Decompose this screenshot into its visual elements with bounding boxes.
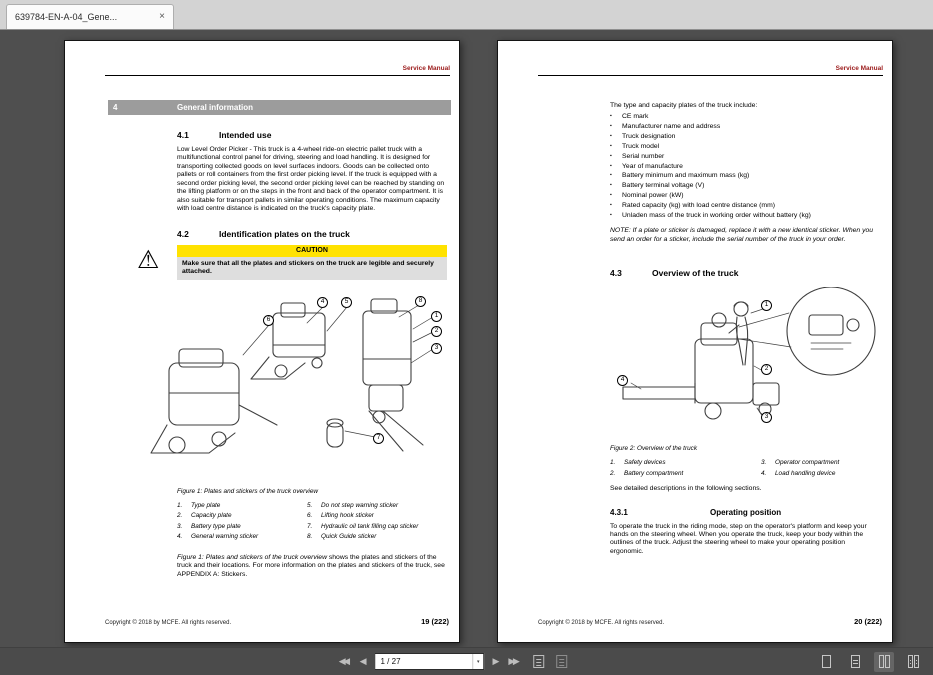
figure-callout: 4 <box>317 297 328 308</box>
heading-number: 4.1 <box>177 130 189 140</box>
bottom-toolbar <box>0 647 933 675</box>
legend-item: 8. Quick Guide sticker <box>307 533 377 541</box>
bullet-item: ▪ Manufacturer name and address <box>610 123 721 131</box>
bullet-item: ▪ Battery terminal voltage (V) <box>610 182 705 190</box>
figure1-caption: Figure 1: Plates and stickers of the truck overview <box>177 487 319 495</box>
bullet-icon: ▪ <box>610 133 612 140</box>
dropdown-caret-icon[interactable]: ▾ <box>472 654 484 669</box>
header-rule <box>105 75 450 76</box>
heading-4-3 <box>610 268 880 279</box>
heading-title: Operating position <box>710 507 782 517</box>
page-left-content <box>137 130 447 579</box>
bullet-item: ▪ Serial number <box>610 152 665 160</box>
page-number: 19 (222) <box>421 617 449 626</box>
legend-item: 1. Type plate <box>177 501 221 509</box>
figure2-drawing <box>613 287 889 442</box>
heading-number: 4.2 <box>177 228 189 239</box>
page-header: Service Manual <box>835 65 883 72</box>
legend-item: 4. Load handling device <box>761 469 836 477</box>
bullet-icon: ▪ <box>610 201 612 208</box>
single-page-view-icon[interactable] <box>816 652 836 672</box>
copyright-text: Copyright © 2018 by MCFE. All rights reserved. <box>538 620 665 626</box>
page-number: 20 (222) <box>854 617 882 626</box>
next-page-button[interactable]: ▶ <box>492 656 500 666</box>
bullet-item: ▪ Nominal power (kW) <box>610 191 684 199</box>
figure-callout: 2 <box>431 326 442 337</box>
legend-item: 7. Hydraulic oil tank filling cap sticker <box>307 522 419 530</box>
figure-callout: 2 <box>761 364 772 375</box>
section-number: 4 <box>113 103 118 112</box>
caution-title: CAUTION <box>177 245 447 257</box>
figure-callout: 3 <box>431 343 442 354</box>
continuous-facing-view-icon[interactable] <box>903 652 923 672</box>
page-left <box>64 40 460 643</box>
facing-pages-view-icon[interactable] <box>874 652 894 672</box>
tab-title: 639784-EN-A-04_Gene... <box>15 12 118 22</box>
figure2-legend <box>610 459 880 480</box>
bullet-icon: ▪ <box>610 123 612 130</box>
figure-callout: 6 <box>263 315 274 326</box>
figure-callout: 3 <box>761 412 772 423</box>
header-rule <box>538 75 883 76</box>
bullet-item: ▪ Truck model <box>610 142 660 150</box>
bullet-icon: ▪ <box>610 142 612 149</box>
warning-triangle-icon: ⚠ <box>137 246 160 275</box>
tab-bar <box>0 0 933 30</box>
legend-item: 3. Battery type plate <box>177 522 241 530</box>
document-tab[interactable] <box>6 4 174 29</box>
figure-reference-italic: Figure 1: Plates and stickers of the truck overview <box>177 553 327 561</box>
bullet-item: ▪ Battery minimum and maximum mass (kg) <box>610 172 750 180</box>
figure-reference-paragraph: Figure 1: Plates and stickers of the truck overview shows the plates and stickers of the truck and their locations. For more information on the plates and stickers of the truck, see APPENDIX A: Stickers. <box>177 553 445 578</box>
figure2-caption: Figure 2: Overview of the truck <box>610 445 698 453</box>
page-header: Service Manual <box>402 65 450 72</box>
previous-view-icon[interactable] <box>533 655 544 668</box>
document-viewer <box>0 30 933 647</box>
page-right <box>497 40 893 643</box>
figure-callout: 8 <box>415 296 426 307</box>
figure2 <box>613 287 889 442</box>
first-page-button[interactable]: ◀◀ <box>338 656 348 666</box>
heading-title: Intended use <box>219 130 272 140</box>
figure-callout: 4 <box>617 375 628 386</box>
section-heading-bar <box>108 100 451 115</box>
legend-item: 5. Do not step warning sticker <box>307 501 399 509</box>
operating-position-paragraph: To operate the truck in the riding mode, step on the operator's platform and keep your hands on the steering wheel. When you operate the truck, keep your body within the outlines of the truck. Adjust the steering wheel to make your operating position ergonomic. <box>610 522 867 555</box>
bullet-item: ▪ CE mark <box>610 113 649 121</box>
bullet-item: ▪ Year of manufacture <box>610 162 683 170</box>
legend-item: 2. Battery compartment <box>610 469 684 477</box>
last-page-button[interactable]: ▶▶ <box>508 656 518 666</box>
heading-4-1 <box>177 130 447 141</box>
note-paragraph: NOTE: If a plate or sticker is damaged, replace it with a new identical sticker. When you send an order for a sticker, include the serial number of the truck in your order. <box>610 227 874 243</box>
legend-item: 3. Operator compartment <box>761 459 840 467</box>
page-number-value: 1 / 27 <box>380 657 401 666</box>
heading-number: 4.3 <box>610 268 622 279</box>
section-title: General information <box>177 103 254 112</box>
figure1-drawing <box>131 285 455 482</box>
see-sections-text: See detailed descriptions in the following sections. <box>610 485 762 493</box>
bullet-icon: ▪ <box>610 191 612 198</box>
caution-block <box>137 245 447 280</box>
heading-4-3-1 <box>610 508 880 518</box>
plates-bullet-list <box>610 113 880 219</box>
heading-4-2 <box>177 229 447 240</box>
page-right-content <box>610 102 880 556</box>
heading-title: Overview of the truck <box>652 268 739 279</box>
figure-callout: 1 <box>431 311 442 322</box>
continuous-view-icon[interactable] <box>845 652 865 672</box>
legend-item: 1. Safety devices <box>610 459 666 467</box>
page-footer <box>538 617 882 626</box>
figure1-legend <box>177 502 447 544</box>
bullet-item: ▪ Unladen mass of the truck in working order without battery (kg) <box>610 211 811 219</box>
page-number-input[interactable] <box>375 653 485 670</box>
page-footer <box>105 617 449 626</box>
caution-text: Make sure that all the plates and stickers on the truck are legible and securely attached. <box>177 257 447 280</box>
heading-number: 4.3.1 <box>610 507 628 517</box>
bullet-icon: ▪ <box>610 172 612 179</box>
plates-intro: The type and capacity plates of the truck include: <box>610 102 758 109</box>
figure-callout: 1 <box>761 300 772 311</box>
previous-page-button[interactable]: ◀ <box>359 656 367 666</box>
bullet-icon: ▪ <box>610 113 612 120</box>
figure1 <box>131 285 455 482</box>
bullet-icon: ▪ <box>610 152 612 159</box>
legend-item: 6. Lifting hook sticker <box>307 512 374 520</box>
legend-item: 2. Capacity plate <box>177 512 232 520</box>
bullet-icon: ▪ <box>610 182 612 189</box>
copyright-text: Copyright © 2018 by MCFE. All rights reserved. <box>105 620 232 626</box>
intended-use-paragraph: Low Level Order Picker - This truck is a 4-wheel ride-on electric pallet truck with a multifunctional control panel for driving, steering and load handling. It is designed for transporting collected goods on level surfaces indoors. Goods can be collected onto pallets or roll containers from the first order picking level. If the truck is equipped with a second order picking level, the second order picking level can be reached by standing on the lifting platform or on the steps in the front and back of the operator compartment. It is also suitable for transport pallets in similar operating conditions. The maximum capacity with load centre distance is indicated on the truck's capacity plate. <box>177 145 445 213</box>
next-view-icon[interactable] <box>556 655 567 668</box>
bullet-item: ▪ Rated capacity (kg) with load centre distance (mm) <box>610 201 775 209</box>
bullet-icon: ▪ <box>610 211 612 218</box>
figure-callout: 7 <box>373 433 384 444</box>
heading-title: Identification plates on the truck <box>219 228 350 239</box>
bullet-icon: ▪ <box>610 162 612 169</box>
legend-item: 4. General warning sticker <box>177 533 259 541</box>
figure-callout: 5 <box>341 297 352 308</box>
bullet-item: ▪ Truck designation <box>610 133 676 141</box>
tab-close-icon[interactable]: × <box>159 11 165 22</box>
